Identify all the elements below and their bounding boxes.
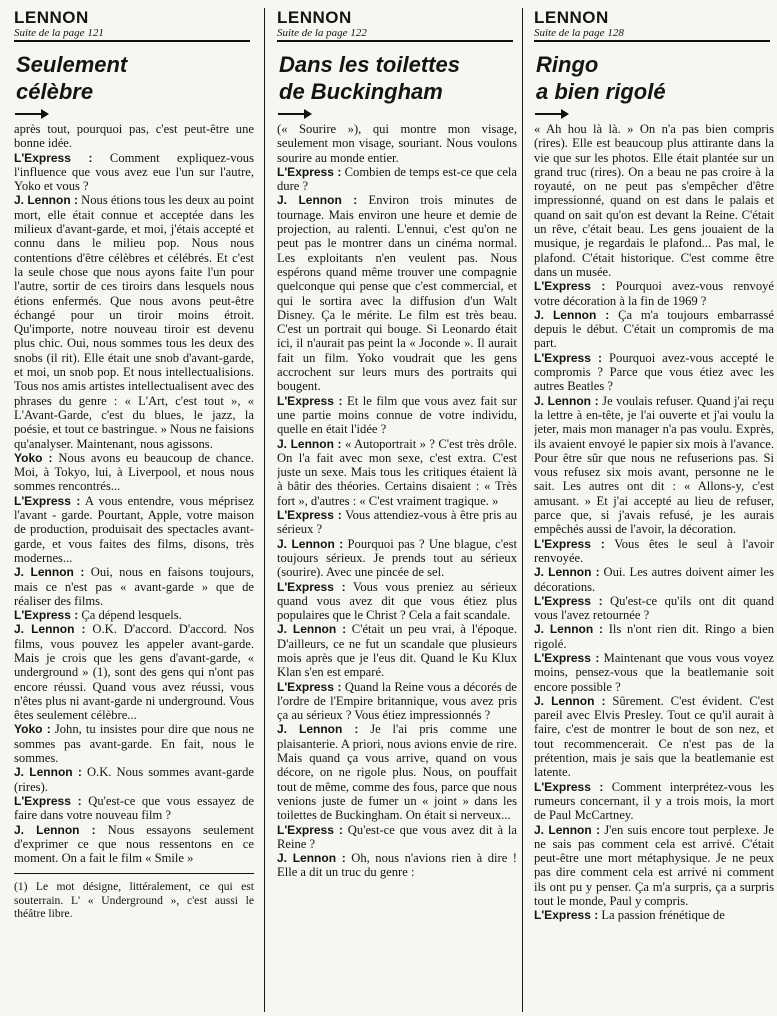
- article-column-1: [14, 8, 254, 1013]
- column-headline: [16, 51, 254, 105]
- paragraph-text: Oh, nous n'avions rien à dire ! Elle a dit un truc du genre :: [277, 851, 517, 880]
- interview-paragraph: [534, 622, 774, 651]
- speaker-label: L'Express :: [534, 779, 604, 794]
- paragraph-text: Oui. Les autres doivent aimer les décorations.: [534, 565, 774, 594]
- paragraph-text: « Ah hou là là. » On n'a pas bien compris (rires). Elle est beaucoup plus attirante dans la vie que sur les photos. Elle était plantée sur un grand truc (rires). On a beau ne pas croire à la royauté, on ne peut pas s'empêcher d'être impressionné, quand on est dans le palais et quand on sait qu'on est devant la Reine. C'était un rêve, c'était beau. Les gens jouaient de la musique, je regardais le plafond... Pas mal, le plafond. C'était historique. C'est comme être dans un musée.: [534, 122, 774, 279]
- paragraph-text: A vous entendre, vous méprisez l'avant - garde. Pourtant, Apple, votre maison de production, produisait des spectacles avant-garde, et vous faites des films, disons, très modernes...: [14, 493, 254, 565]
- interview-paragraph: [277, 823, 517, 852]
- column-kicker: LENNON: [534, 8, 609, 27]
- paragraph-text: Qu'est-ce qu'ils ont dit quand vous l'avez retournée ?: [534, 593, 774, 623]
- paragraph-text: Pourquoi pas ? Une blague, c'est toujours sérieux. Je prends tout au sérieux (sourire). Avec une pincée de sel.: [277, 536, 517, 580]
- interview-paragraph: [277, 508, 517, 537]
- speaker-label: J. Lennon :: [534, 393, 599, 408]
- arrow-right-icon: [14, 108, 254, 120]
- interview-paragraph: [14, 451, 254, 494]
- article-column-3: [534, 8, 774, 1013]
- interview-paragraph: [14, 565, 254, 608]
- paragraph-text: Environ trois minutes de tournage. Mais environ une heure et demie de projection, au ralenti. L'ennui, c'est qu'on ne peut pas le montrer dans un cinéma normal. Les exploitants n'en veulent pas. Nous espérons quand même trouver une compagnie quelconque qui pense que c'est commercial, et qui le sortira avec la diffusion d'un Walt Disney. Ça le mérite. Le film est très beau. C'est un portrait qui bouge. Si Leonardo était ici, il n'aurait pas peint la « Joconde ». Il aurait fait un film. Yoko voudrait que les gens accrochent sur leurs murs des portraits qui bougent.: [277, 193, 517, 394]
- interview-paragraph: [534, 537, 774, 566]
- interview-paragraph: [14, 193, 254, 450]
- paragraph-text: Qu'est-ce que vous essayez de faire dans votre nouveau film ?: [14, 793, 254, 823]
- interview-paragraph: [277, 122, 517, 165]
- interview-paragraph: [14, 608, 254, 622]
- interview-paragraph: [277, 722, 517, 822]
- headline-line: de Buckingham: [279, 79, 443, 104]
- interview-paragraph: [14, 722, 254, 765]
- paragraph-text: Qu'est-ce que vous avez dit à la Reine ?: [277, 822, 517, 851]
- paragraph-text: Ils n'ont rien dit. Ringo a bien rigolé.: [534, 622, 774, 651]
- speaker-label: L'Express :: [277, 679, 342, 694]
- interview-paragraph: [14, 494, 254, 565]
- paragraph-text: « Autoportrait » ? C'est très drôle. On l'a fait avec mon sexe, c'est extra. C'est juste un sexe. Mais tous les critiques étaient là à bâtir des théories. Certains disaient : « Très fort », d'autres : « C'est vraiment tragique. »: [277, 436, 517, 508]
- continued-from-label: Suite de la page 128: [534, 27, 770, 42]
- paragraph-text: C'était un peu vrai, à l'époque. D'ailleurs, ce ne fut un scandale que plusieurs mois après que je l'eus dit. Quand le Ku Klux Klan s'en est emparé.: [277, 622, 517, 680]
- paragraph-text: après tout, pourquoi pas, c'est peut-être une bonne idée.: [14, 122, 254, 151]
- headline-line: Ringo: [536, 52, 599, 77]
- interview-paragraph: [534, 279, 774, 308]
- paragraph-text: Ça m'a toujours embarrassé depuis le début. C'était un compromis de ma part.: [534, 307, 774, 351]
- interview-paragraph: [534, 351, 774, 394]
- speaker-label: J. Lennon :: [14, 622, 86, 637]
- paragraph-text: Et le film que vous avez fait sur une partie moins connue de votre individu, quelle en était l'idée ?: [277, 393, 517, 437]
- speaker-label: J. Lennon :: [534, 565, 600, 580]
- paragraph-text: Pourquoi avez-vous renvoyé votre décoration à la fin de 1969 ?: [534, 279, 774, 308]
- paragraph-text: La passion frénétique de: [598, 908, 725, 923]
- paragraph-text: Nous essayons seulement d'exprimer ce que nous ressentons en ce moment. On a fait le film « Smile »: [14, 822, 254, 866]
- interview-paragraph: [14, 151, 254, 194]
- speaker-label: J. Lennon :: [14, 193, 79, 208]
- footnote: (1) Le mot désigne, littéralement, ce qui est souterrain. L' « Underground », c'est aussi le théâtre libre.: [14, 873, 254, 921]
- paragraph-text: Vous êtes le seul à l'avoir renvoyée.: [534, 536, 774, 565]
- interview-paragraph: [277, 622, 517, 679]
- speaker-label: L'Express :: [534, 350, 603, 365]
- arrow-right-icon: [534, 108, 774, 120]
- interview-paragraph: [534, 694, 774, 780]
- column-divider: [522, 8, 523, 1012]
- interview-paragraph: [534, 565, 774, 594]
- interview-paragraph: [534, 122, 774, 279]
- paragraph-text: O.K. Nous sommes avant-garde (rires).: [14, 765, 254, 794]
- speaker-label: J. Lennon :: [14, 765, 82, 780]
- interview-paragraph: [534, 651, 774, 694]
- column-kicker: LENNON: [14, 8, 89, 27]
- article-column-2: [277, 8, 517, 1013]
- column-headline: [279, 51, 517, 105]
- speaker-label: J. Lennon :: [277, 851, 346, 866]
- speaker-label: L'Express :: [534, 593, 603, 608]
- column-headline: [536, 51, 774, 105]
- interview-paragraph: [277, 165, 517, 194]
- interview-paragraph: [277, 193, 517, 393]
- paragraph-text: Oui, nous en faisons toujours, mais ce n'est pas « avant-garde » que de réaliser des films.: [14, 565, 254, 608]
- paragraph-text: Ça dépend lesquels.: [78, 608, 182, 623]
- interview-paragraph: [534, 780, 774, 823]
- paragraph-text: Vous vous preniez au sérieux quand vous avez dit que vous étiez plus populaires que le Christ ? Cela a fait scandale.: [277, 579, 517, 623]
- speaker-label: L'Express :: [14, 793, 82, 808]
- speaker-label: J. Lennon :: [534, 822, 601, 837]
- paragraph-text: John, tu insistes pour dire que nous ne sommes pas avant-garde. En fait, nous le sommes.: [14, 722, 254, 766]
- column-kicker: LENNON: [277, 8, 352, 27]
- speaker-label: L'Express :: [534, 650, 600, 665]
- interview-paragraph: [14, 823, 254, 866]
- headline-line: Dans les toilettes: [279, 52, 460, 77]
- speaker-label: L'Express :: [534, 536, 605, 551]
- article-body: [277, 122, 517, 880]
- speaker-label: L'Express :: [277, 508, 342, 523]
- paragraph-text: O.K. D'accord. D'accord. Nos films, vous pouvez les appeler avant-garde. Mais je crois que les gens d'avant-garde, « underground » (1), sont des gens qui n'ont pas encore réussi. Quand vous avez réussi, vous n'êtes plus ni avant-garde ni underground. Vous êtes seulement célèbre...: [14, 622, 254, 723]
- interview-paragraph: [534, 594, 774, 623]
- paragraph-text: (« Sourire »), qui montre mon visage, seulement mon visage, souriant. Nous voulons sourire au monde entier.: [277, 122, 517, 165]
- paragraph-text: Nous étions tous les deux au point mort, elle était connue et acceptée dans les milieux d'avant-garde, et moi, j'étais accepté et connu dans le milieu pop. Nous nous contentions d'être célèbres et célébrés. Et c'est la seule chose que nous ayons faite l'un pour l'autre, sortir de ces tiroirs dans lesquels nous étions enfermés. Que nous avons peut-être échangé pour un tiroir moins étroit. Qu'importe, notre nouveau tiroir est devenu plus chic. Oui, nous sommes tous les deux des snobs (il rit). Elle était une snob d'avant-garde, et moi, un snob pop. Et nous intellectualisions. Tous nos amis artistes intellectualisent avec des phrases du genre : « L'Art, c'est tout », « L'Avant-Garde, c'est du blues, le jazz, la poésie, et tout ce bastringue. » Nous ne faisions qu'analyser. Maintenant, nous agissons.: [14, 193, 254, 451]
- speaker-label: L'Express :: [277, 393, 343, 408]
- speaker-label: L'Express :: [14, 493, 81, 508]
- paragraph-text: Sûrement. C'est évident. C'est pareil avec Elvis Presley. Tout ce qu'il aurait à faire, c'est de montrer le bout de son nez, et tout recommencerait. Ce n'est pas de la prétention, mais je sais que la beatlemanie est latente.: [534, 693, 774, 780]
- speaker-label: J. Lennon :: [534, 693, 606, 708]
- continued-from-label: Suite de la page 122: [277, 27, 513, 42]
- paragraph-text: Vous attendiez-vous à être pris au sérieux ?: [277, 508, 517, 537]
- speaker-label: J. Lennon :: [534, 307, 610, 322]
- speaker-label: L'Express :: [534, 908, 599, 923]
- speaker-label: J. Lennon :: [534, 622, 604, 637]
- interview-paragraph: [277, 851, 517, 880]
- speaker-label: L'Express :: [14, 608, 79, 623]
- paragraph-text: J'en suis encore tout perplexe. Je ne sais pas comment cela est arrivé. C'était peut-être une mort métaphysique. Je ne peux pas dire comment cela est arrivé ni comment ils ont pu y penser. Ça m'a surpris, ça a surpris tout le monde, Paul y compris.: [534, 822, 774, 909]
- interview-paragraph: [277, 394, 517, 437]
- paragraph-text: Combien de temps est-ce que cela dure ?: [277, 164, 517, 194]
- paragraph-text: Quand la Reine vous a décorés de l'ordre de l'Empire britannique, vous avez pris ça au sérieux ? Vous étiez impressionnés ?: [277, 679, 517, 723]
- interview-paragraph: [14, 765, 254, 794]
- interview-paragraph: [277, 680, 517, 723]
- interview-paragraph: [14, 794, 254, 823]
- headline-line: a bien rigolé: [536, 79, 666, 104]
- speaker-label: L'Express :: [277, 822, 343, 837]
- speaker-label: J. Lennon :: [277, 193, 358, 208]
- paragraph-text: Comment interprétez-vous les rumeurs concernant, il y a trois mois, la mort de Paul McCartney.: [534, 779, 774, 823]
- speaker-label: J. Lennon :: [277, 436, 342, 451]
- article-body: [534, 122, 774, 923]
- speaker-label: Yoko :: [14, 450, 53, 465]
- paragraph-text: Maintenant que vous vous voyez moins, pensez-vous que la beatlemanie soit encore possible ?: [534, 650, 774, 694]
- interview-paragraph: [277, 580, 517, 623]
- interview-paragraph: [14, 122, 254, 151]
- paragraph-text: Je voulais refuser. Quand j'ai reçu la lettre à en-tête, je l'ai ouverte et j'ai voulu la jeter, mais mon manager n'a pas voulu. Exprès, ils avaient envoyé le papier six mois à l'avance. Pour être sûr que nous ne refuserions pas. Si vous refusez six mois avant, personne ne le sait. Les autres ont dit : « Allons-y, c'est amusant. » Et j'ai accepté au lieu de refuser, parce que, si j'avais refusé, je les aurais empêchés aussi de l'avoir, la décoration.: [534, 393, 774, 537]
- interview-paragraph: [277, 437, 517, 508]
- interview-paragraph: [534, 394, 774, 537]
- paragraph-text: Nous avons eu beaucoup de chance. Moi, à Tokyo, lui, à Liverpool, et nous nous sommes rencontrés...: [14, 450, 254, 494]
- headline-line: célèbre: [16, 79, 94, 104]
- interview-paragraph: [534, 823, 774, 909]
- interview-paragraph: [534, 908, 774, 922]
- speaker-label: J. Lennon :: [14, 822, 96, 837]
- speaker-label: J. Lennon :: [277, 536, 344, 551]
- speaker-label: Yoko :: [14, 722, 51, 737]
- speaker-label: J. Lennon :: [277, 722, 359, 737]
- speaker-label: J. Lennon :: [14, 565, 85, 580]
- speaker-label: L'Express :: [534, 279, 606, 294]
- paragraph-text: Comment expliquez-vous l'influence que vous avez eue l'un sur l'autre, Yoko et vous ?: [14, 150, 254, 194]
- paragraph-text: Pourquoi avez-vous accepté le compromis ? Parce que vous étiez avec les autres Beatles ?: [534, 350, 774, 394]
- interview-paragraph: [534, 308, 774, 351]
- speaker-label: L'Express :: [277, 164, 342, 179]
- headline-line: Seulement: [16, 52, 128, 77]
- interview-paragraph: [14, 622, 254, 722]
- arrow-right-icon: [277, 108, 517, 120]
- interview-paragraph: [277, 537, 517, 580]
- continued-from-label: Suite de la page 121: [14, 27, 250, 42]
- paragraph-text: Je l'ai pris comme une plaisanterie. A priori, nous avions envie de rire. Mais quand ça vous arrive, quand on vous décore, on ne rigole plus. Nous, on pouffait tout de même, comme des fous, parce que nous venions juste de fumer un « joint » dans les toilettes de Buckingham. On était si nerveux...: [277, 722, 517, 823]
- speaker-label: J. Lennon :: [277, 622, 347, 637]
- article-body: [14, 122, 254, 865]
- speaker-label: L'Express :: [277, 579, 346, 594]
- column-divider: [264, 8, 265, 1012]
- speaker-label: L'Express :: [14, 150, 93, 165]
